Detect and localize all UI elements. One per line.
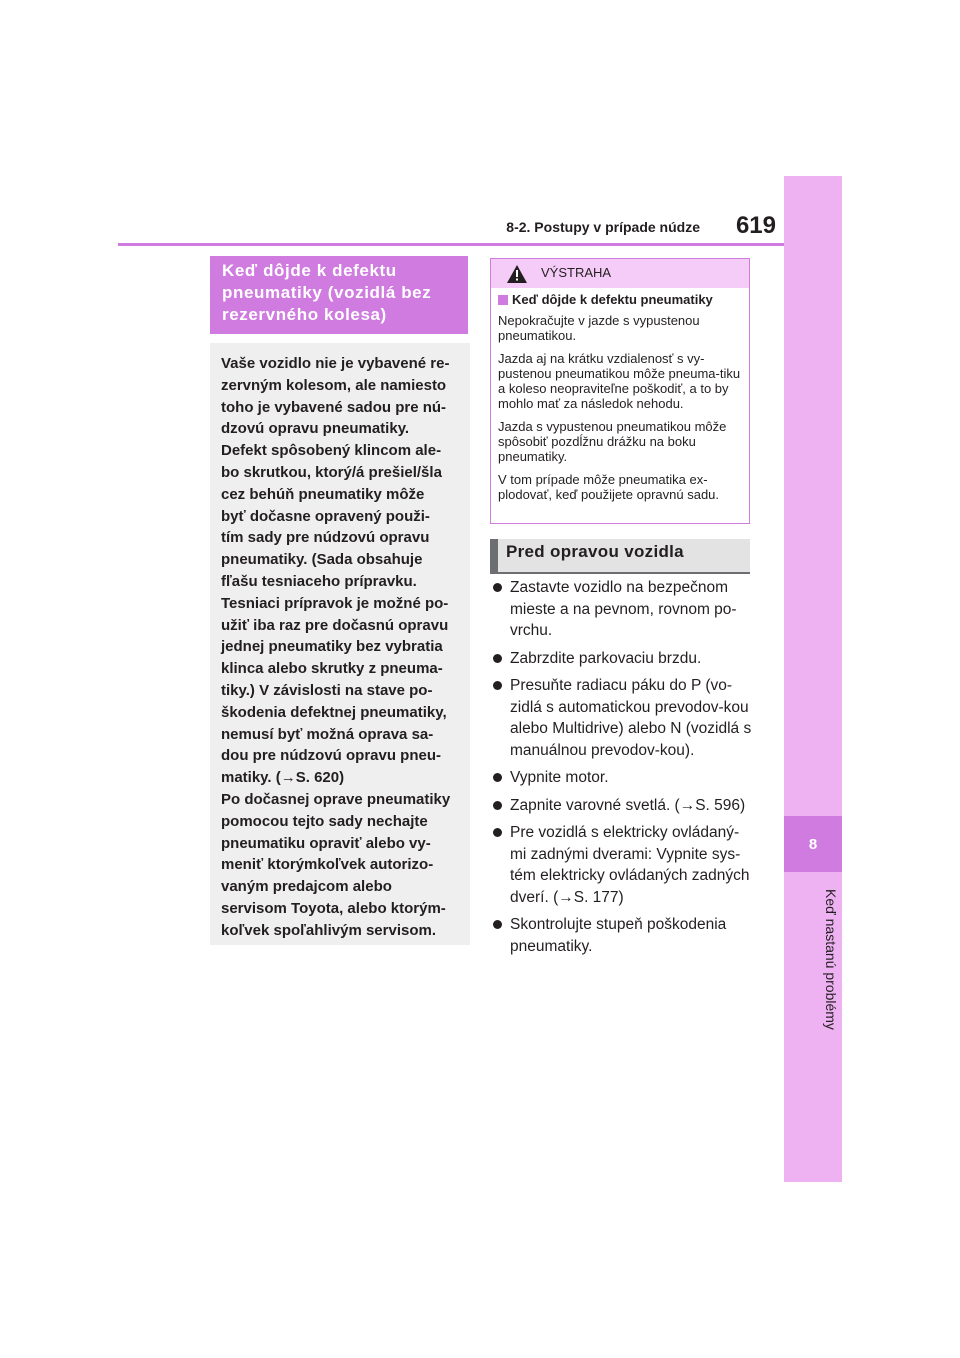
right-heading: Pred opravou vozidla xyxy=(490,539,750,573)
list-item: Pre vozidlá s elektricky ovládaný-mi zadnými dverami: Vypnite sys-tém elektricky ovládaných zadných dverí. (→S. 177) xyxy=(490,822,752,908)
body-line: zervným kolesom, ale namiesto xyxy=(221,376,447,394)
body-line: fľašu tesniaceho prípravku. xyxy=(221,572,417,590)
body-line: nemusí byť možná oprava sa- xyxy=(221,725,434,743)
body-line: pneumatiku opraviť alebo vy- xyxy=(221,834,431,852)
left-heading-line: Keď dôjde k defektu xyxy=(222,261,397,280)
warning-box xyxy=(490,258,750,524)
body-line: koľvek spoľahlivým servisom. xyxy=(221,921,436,939)
warning-title: VÝSTRAHA xyxy=(541,265,612,280)
body-line: byť dočasne opravený použi- xyxy=(221,507,430,525)
body-line: pneumatiky. (Sada obsahuje xyxy=(221,551,423,569)
warning-subheading: Keď dôjde k defektu pneumatiky xyxy=(498,292,743,307)
body-line: jednej pneumatiky bez vybratia xyxy=(221,638,443,656)
warning-body xyxy=(491,288,749,502)
left-heading-line: rezervného kolesa) xyxy=(222,305,387,324)
body-line: bo skrutkou, ktorý/á prešiel/šla xyxy=(221,463,442,481)
warning-header xyxy=(491,259,749,288)
left-heading-line: pneumatiky (vozidlá bez xyxy=(222,283,432,302)
body-line: meniť ktorýmkoľvek autorizo- xyxy=(221,856,434,874)
body-line: Defekt spôsobený klincom ale- xyxy=(221,442,442,460)
warning-paragraph: Jazda aj na krátku vzdialenosť s vy-pustenou pneumatikou môže pneuma-tiku a koleso neopraviteľne poškodiť, a to by mohlo mať za následok nehodu. xyxy=(498,351,741,411)
body-line: Po dočasnej oprave pneumatiky xyxy=(221,790,451,808)
header-divider xyxy=(118,243,784,246)
body-line: pomocou tejto sady nechajte xyxy=(221,812,428,830)
body-line: užiť iba raz pre dočasnú opravu xyxy=(221,616,449,634)
steps-list xyxy=(490,577,752,963)
list-item: Skontrolujte stupeň poškodenia pneumatiky. xyxy=(490,914,752,957)
list-item: Zastavte vozidlo na bezpečnom mieste a na pevnom, rovnom po-vrchu. xyxy=(490,577,752,642)
chapter-number: 8 xyxy=(784,816,842,872)
list-item: Presuňte radiacu páku do P (vo-zidlá s automatickou prevodov-kou alebo Multidrive) alebo N (vozidlá s manuálnou prevodov-kou). xyxy=(490,675,752,761)
body-line: tím sady pre núdzovú opravu xyxy=(221,529,430,547)
warning-paragraph: V tom prípade môže pneumatika ex-plodovať, keď použijete opravnú sadu. xyxy=(498,472,720,502)
chapter-label: Keď nastanú problémy xyxy=(823,888,839,1030)
warning-paragraph: Nepokračujte v jazde s vypustenou pneumatikou. xyxy=(498,313,700,343)
warning-triangle-icon xyxy=(506,264,528,284)
list-item: Zapnite varovné svetlá. (→S. 596) xyxy=(490,795,752,817)
square-bullet-icon xyxy=(498,295,508,305)
left-info-box xyxy=(210,343,470,945)
body-line: dou pre núdzovú opravu pneu- xyxy=(221,747,441,765)
body-line: servisom Toyota, alebo ktorým- xyxy=(221,899,446,917)
list-item: Zabrzdite parkovaciu brzdu. xyxy=(490,648,752,670)
body-line: toho je vybavené sadou pre nú- xyxy=(221,398,447,416)
body-line: dzovú opravu pneumatiky. xyxy=(221,420,410,438)
body-line: klinca alebo skrutky z pneuma- xyxy=(221,660,443,678)
body-line: tiky.) V závislosti na stave po- xyxy=(221,681,433,699)
page-reference[interactable]: matiky. (→S. 620) xyxy=(221,769,345,787)
right-heading-underline xyxy=(490,572,750,574)
list-item: Vypnite motor. xyxy=(490,767,752,789)
body-line: Tesniaci prípravok je možné po- xyxy=(221,594,449,612)
section-title: 8-2. Postupy v prípade núdze xyxy=(506,219,700,235)
left-heading xyxy=(210,256,468,334)
page-number: 619 xyxy=(735,212,776,239)
warning-paragraph: Jazda s vypustenou pneumatikou môže spôsobiť pozdĺžnu drážku na boku pneumatiky. xyxy=(498,419,727,464)
body-line: škodenia defektnej pneumatiky, xyxy=(221,703,447,721)
body-line: vaným predajcom alebo xyxy=(221,878,392,896)
body-line: cez behúň pneumatiky môže xyxy=(221,485,425,503)
body-line: Vaše vozidlo nie je vybavené re- xyxy=(221,355,450,372)
